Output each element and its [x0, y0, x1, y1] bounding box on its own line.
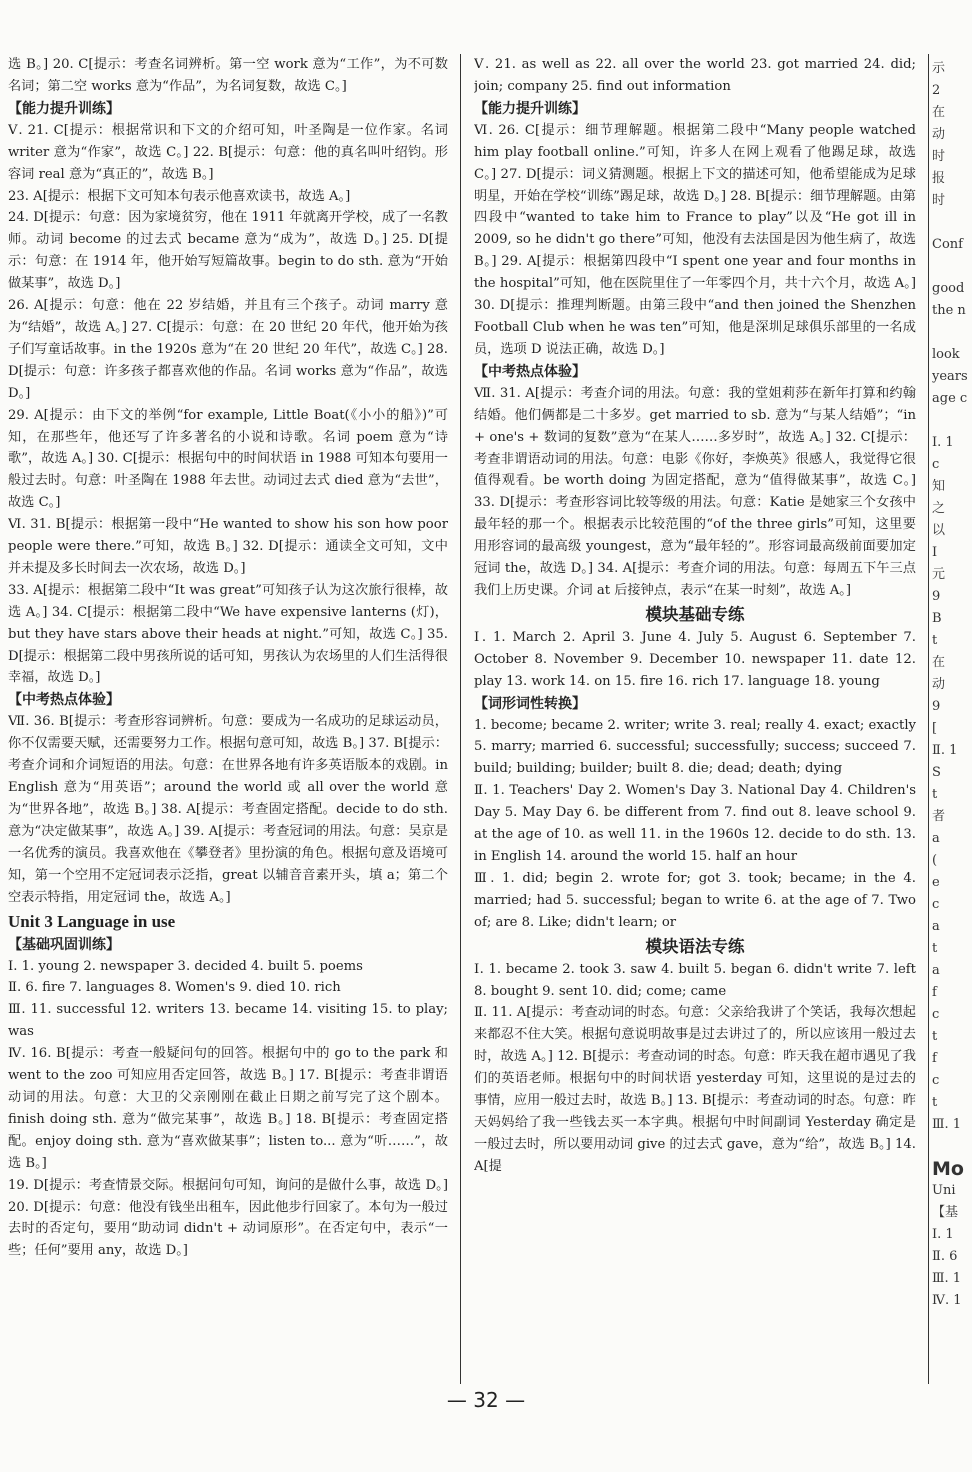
answer-paragraph: Ⅲ. 11. successful 12. writers 13. became 14. visiting 15. to play; was: [8, 1002, 448, 1040]
answer-paragraph: Ⅱ. 6. fire 7. languages 8. Women's 9. died 10. rich: [8, 980, 341, 996]
cropped-line: the n: [932, 303, 966, 318]
cropped-line: Ⅰ. 1: [932, 1227, 954, 1242]
answer-paragraph: Ⅶ. 36. B[提示：考查形容词辨析。句意：要成为一名成功的足球运动员，你不仅需要天赋，还需要努力工作。根据句意可知，故选 B。] 37. B[提示：考查介词和介词短语的用法。句意：在世界各地有许多英语版本的戏剧。in English 意为“用英语”；around the world 或 all over the world 意为“世界各地”，故选 B。] 38. A[提示：考查固定搭配。decide to do sth. 意为“决定做某事”，故选 A。] 39. A[提示：考查冠词的用法。句意：吴京是一名优秀的演员。我喜欢他在《攀登者》里扮演的角色。根据句意及语境可知，第一个空用不定冠词表示泛指，great 以辅音音素开头，填 a；第二个空表示特指，用定冠词 the，故选 A。]: [8, 714, 448, 905]
cropped-line: Uni: [932, 1183, 956, 1198]
cropped-line: [932, 256, 972, 278]
cropped-line: years: [932, 369, 968, 384]
cropped-line: e: [932, 875, 940, 890]
answer-paragraph: 33. A[提示：根据第二段中“It was great”可知孩子认为这次旅行很棒，故选 A。] 34. C[提示：根据第二段中“We have expensive lanterns (灯)，but they have stars above their heads at night.”可知，故选 C。] 35. D[提示：根据第二段中男孩所说的话可知，男孩认为农场里的人们生活得很幸福，故选 D。]: [8, 582, 448, 686]
cropped-line: t: [932, 1029, 938, 1044]
cropped-line: c: [932, 457, 940, 472]
section-heading: 【能力提升训练】: [474, 100, 586, 117]
answer-paragraph: Ⅰ. 1. young 2. newspaper 3. decided 4. built 5. poems: [8, 958, 363, 974]
page-number: — 32 —: [446, 1388, 526, 1412]
answer-paragraph: Ⅴ. 21. as well as 22. all over the world 23. got married 24. did; join; company 25. find out information: [474, 57, 916, 94]
cropped-line: (: [932, 853, 938, 868]
cropped-line: [932, 410, 972, 432]
unit-title: Unit 3 Language in use: [8, 911, 176, 931]
cropped-line: 动: [932, 677, 946, 692]
cropped-line: 报: [932, 171, 946, 186]
cropped-line: [: [932, 721, 938, 736]
answer-paragraph: Ⅴ. 21. C[提示：根据常识和下文的介绍可知，叶圣陶是一位作家。名词 writer 意为“作家”，故选 C。] 22. B[提示：句意：他的真名叫叶绍钧。形容词 real 意为“真正的”，故选 B。]: [8, 122, 448, 182]
cropped-line: good: [932, 281, 965, 296]
section-heading: 【中考热点体验】: [474, 363, 586, 380]
cropped-line: B: [932, 611, 942, 626]
cropped-line: 动: [932, 127, 946, 142]
cropped-line: Ⅲ. 1: [932, 1271, 962, 1286]
cropped-line: 9: [932, 589, 941, 604]
section-heading: 【能力提升训练】: [8, 100, 120, 117]
column-divider-right: [928, 54, 929, 1384]
cropped-line: Ⅱ. 1: [932, 743, 958, 758]
module-title: 模块基础专练: [645, 604, 745, 624]
answer-paragraph: Ⅰ. 1. became 2. took 3. saw 4. built 5. began 6. didn't write 7. left 8. bought 9. sent 10. did; come; came: [474, 961, 916, 999]
section-heading: 【中考热点体验】: [8, 692, 120, 709]
cropped-line: t: [932, 941, 938, 956]
cropped-line: [932, 212, 972, 234]
cropped-line: Ⅲ. 1: [932, 1117, 962, 1132]
answer-paragraph: Ⅵ. 31. B[提示：根据第一段中“He wanted to show his son how poor people were there.”可知，故选 B。] 32. D[提示：通读全文可知，文中并未提及多长时间去一次农场，故选 D。]: [8, 517, 448, 576]
cropped-line: 之: [932, 501, 946, 516]
cropped-line: 【基: [932, 1205, 959, 1220]
cropped-line: look: [932, 347, 960, 362]
answer-column-left: [8, 54, 448, 1262]
answer-paragraph: Ⅱ. 11. A[提示：考查动词的时态。句意：父亲给我讲了个笑话，我每次想起来都忍不住大笑。根据句意说明故事是过去讲过了的，所以应该用一般过去时，故选 A。] 12. B[提示：考查动词的时态。句意：昨天我在超市遇见了我们的英语老师。根据句中的时间状语 yesterday 可知，这里说的是过去的事情，应用一般过去时，故选 B。] 13. B[提示：考查动词的时态。句意：昨天妈妈给了我一些钱去买一本字典。根据句中时间副词 Yesterday 确定是一般过去时，所以要用动词 give 的过去式 gave，意为“给”，故选 B。] 14. A[提: [474, 1005, 916, 1174]
cropped-line: 知: [932, 479, 946, 494]
answer-paragraph: Ⅳ. 16. B[提示：考查一般疑问句的回答。根据句中的 go to the park 和 went to the zoo 可知应用否定回答，故选 B。] 17. B[提示：考查非谓语动词的用法。句意：大卫的父亲刚刚在截止日期之前写完了这个剧本。finish doing sth. 意为“做完某事”，故选 B。] 18. B[提示：考查固定搭配。enjoy doing sth. 意为“喜欢做某事”；listen to... 意为“听……”，故选 B。]: [8, 1046, 448, 1171]
section-heading: 【基础巩固训练】: [8, 936, 120, 953]
answer-column-middle: [474, 54, 916, 1178]
cropped-line: c: [932, 1007, 940, 1022]
cropped-line: 时: [932, 193, 946, 208]
answer-paragraph: 29. A[提示：由下文的举例“for example, Little Boat(《小小的船》)”可知，在那些年，他还写了许多著名的小说和诗歌。名词 poem 意为“诗歌”，故选 A。] 30. C[提示：根据句中的时间状语 in 1988 可知本句要用一般过去时。句意：叶圣陶在 1988 年去世。动词过去式 died 意为“去世”，故选 C。]: [8, 407, 448, 511]
cropped-line: age c: [932, 391, 968, 406]
answer-paragraph: 26. A[提示：句意：他在 22 岁结婚，并且有三个孩子。动词 marry 意为“结婚”，故选 A。] 27. C[提示：句意：在 20 世纪 20 年代，他开始为孩子们写童话故事。in the 1920s 意为“在 20 世纪 20 年代”，故选 C。] 28. D[提示：句意：许多孩子都喜欢他的作品。名词 works 意为“作品”，故选 D。]: [8, 298, 448, 401]
answer-paragraph: 23. A[提示：根据下文可知本句表示他喜欢读书，故选 A。]: [8, 188, 351, 204]
answer-paragraph: Ⅲ. 1. did; begin 2. wrote for; got 3. took; became; in the 4. married; had 5. successful; began to write 6. at the age of 7. Two of; are 8. Like; didn't learn; or: [474, 870, 916, 930]
column-divider-left: [460, 54, 461, 1384]
answer-paragraph: 选 B。] 20. C[提示：考查名词辨析。第一空 work 意为“工作”，为不可数名词；第二空 works 意为“作品”，为名词复数，故选 C。]: [8, 57, 448, 94]
answer-paragraph: 19. D[提示：考查情景交际。根据问句可知，询问的是做什么事，故选 D。] 20. D[提示：句意：他没有钱坐出租车，因此他步行回家了。本句为一般过去时的否定句，要用“助动词 didn't + 动词原形”。在否定句中，表示“一些；任何”要用 any，故选 D。]: [8, 1177, 448, 1259]
cropped-line: Conf: [932, 237, 963, 252]
answer-paragraph: Ⅵ. 26. C[提示：细节理解题。根据第二段中“Many people watched him play football online.”可知，许多人在网上观看了他踢足球，故选 C。] 27. D[提示：词义猜测题。根据上下文的描述可知，他希望能成为足球明星，开始在学校“训练”踢足球，故选 D。] 28. B[提示：细节理解题。由第四段中“wanted to take him to France to play”以及“He got ill in 2009, so he didn't go there”可知，他没有去法国是因为他生病了，故选 B。] 29. A[提示：根据第四段中“I spent one year and four months in the hospital”可知，他在医院里住了一年零四个月，共十六个月，故选 A。] 30. D[提示：推理判断题。由第三段中“and then joined the Shenzhen Football Club when he was ten”可知，他是深圳足球俱乐部里的一名成员，选项 D 说法正确，故选 D。]: [474, 122, 916, 357]
answer-column-right-cropped: [932, 58, 972, 1408]
cropped-line: t: [932, 1095, 938, 1110]
answer-paragraph: 1. become; became 2. writer; write 3. real; really 4. exact; exactly 5. marry; married 6. successful; successfully; success; succeed 7. build; building; builder; built 8. die; dead; death; dying: [474, 717, 916, 777]
cropped-line: 在: [932, 655, 946, 670]
cropped-line: [932, 1136, 972, 1158]
cropped-line: 时: [932, 149, 946, 164]
answer-paragraph: Ⅶ. 31. A[提示：考查介词的用法。句意：我的堂姐莉莎在新年打算和约翰结婚。他们俩都是二十多岁。get married to sb. 意为“与某人结婚”；“in + one's + 数词的复数”意为“在某人……多岁时”，故选 A。] 32. C[提示：考查非谓语动词的用法。句意：电影《你好，李焕英》很感人，我觉得它很值得观看。be worth doing 为固定搭配，意为“值得做某事”，故选 C。] 33. D[提示：考查形容词比较等级的用法。句意：Katie 是她家三个女孩中最年轻的那一个。根据表示比较范围的“of the three girls”可知，这里要用形容词的最高级 youngest，意为“最年轻的”。形容词最高级前面要加定冠词 the，故选 D。] 34. A[提示：考查介词的用法。句意：每周五下午三点我们上历史课。介词 at 后接钟点，表示“在某一时刻”，故选 A。]: [474, 385, 916, 598]
cropped-line: I: [932, 545, 938, 560]
answer-paragraph: Ⅱ. 1. Teachers' Day 2. Women's Day 3. National Day 4. Children's Day 5. May Day 6. be different from 7. find out 8. leave school 9. at the age of 10. as well 11. in the 1960s 12. decide to do sth. 13. in English 14. around the world 15. half an hour: [474, 783, 916, 864]
cropped-line: 9: [932, 699, 941, 714]
answer-paragraph: Ⅰ. 1. March 2. April 3. June 4. July 5. August 6. September 7. October 8. November 9. December 10. newspaper 11. date 12. play 13. work 14. on 15. fire 16. rich 17. language 18. young: [474, 629, 916, 689]
cropped-line: 者: [932, 809, 946, 824]
cropped-line: a: [932, 963, 940, 978]
cropped-line: 2: [932, 83, 941, 98]
cropped-line: 元: [932, 567, 946, 582]
cropped-line: 以: [932, 523, 946, 538]
cropped-line: a: [932, 919, 940, 934]
cropped-line: 示: [932, 61, 946, 76]
cropped-heading: Mo: [932, 1158, 964, 1180]
section-heading: 【词形词性转换】: [474, 695, 586, 712]
answer-paragraph: 24. D[提示：句意：因为家境贫穷，他在 1911 年就离开学校，成了一名教师。动词 become 的过去式 became 意为“成为”，故选 D。] 25. D[提示：句意：在 1914 年，他开始写短篇故事。begin to do sth. 意为“开始做某事”，故选 D。]: [8, 210, 448, 292]
cropped-line: 在: [932, 105, 946, 120]
cropped-line: t: [932, 633, 938, 648]
cropped-line: [932, 322, 972, 344]
cropped-line: Ⅳ. 1: [932, 1293, 962, 1308]
cropped-line: c: [932, 897, 940, 912]
module-title: 模块语法专练: [645, 936, 745, 956]
cropped-line: f: [932, 1051, 937, 1066]
cropped-line: t: [932, 787, 938, 802]
cropped-line: Ⅰ. 1: [932, 435, 954, 450]
cropped-line: S: [932, 765, 941, 780]
cropped-line: f: [932, 985, 937, 1000]
cropped-line: a: [932, 831, 940, 846]
cropped-line: Ⅱ. 6: [932, 1249, 958, 1264]
cropped-line: c: [932, 1073, 940, 1088]
